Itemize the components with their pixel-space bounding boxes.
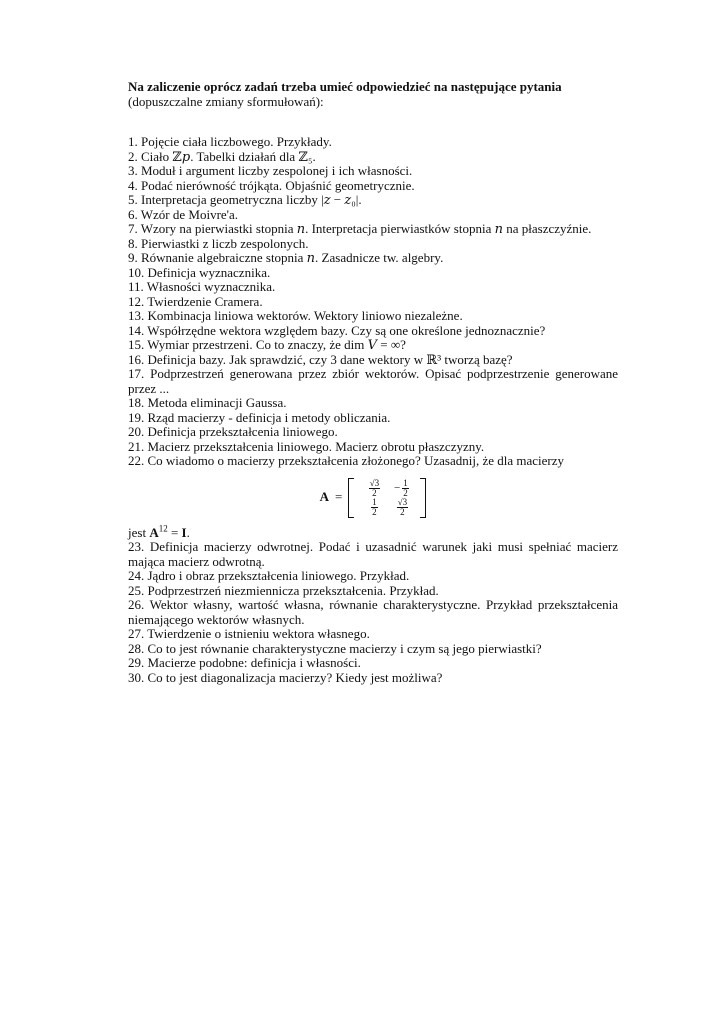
matrix-grid: [359, 479, 415, 517]
matrix-cell-a22: $\frac{√3}{2}$: [397, 496, 408, 517]
matrix-conclusion: jest $A^{12} = I$.: [128, 523, 190, 540]
question-list-part-2: [128, 540, 618, 685]
list-item: 16. Definicja bazy. Jak sprawdzić, czy 3 dane wektory w ℝ³ tworzą bazę?: [128, 351, 513, 367]
list-item: 1. Pojęcie ciała liczbowego. Przykłady.: [128, 134, 332, 149]
list-item: 21. Macierz przekształcenia liniowego. Macierz obrotu płaszczyzny.: [128, 438, 485, 454]
list-item: 24. Jądro i obraz przekształcenia liniowego. Przykład.: [128, 568, 410, 583]
list-item: 19. Rząd macierzy - definicja i metody obliczania.: [128, 409, 391, 425]
list-item: 25. Podprzestrzeń niezmiennicza przekształcenia. Przykład.: [128, 582, 439, 598]
left-bracket: [348, 478, 354, 518]
matrix-cell-a21: $\frac{1}{2}$: [372, 496, 377, 517]
list-item: 8. Pierwiastki z liczb zespolonych.: [128, 235, 309, 251]
list-item: 13. Kombinacja liniowa wektorów. Wektory liniowo niezależne.: [128, 308, 463, 323]
list-item: 15. Wymiar przestrzeni. Co to znaczy, że dim 𝑉 = ∞?: [128, 337, 406, 352]
list-item: 28. Co to jest równanie charakterystyczne macierzy i czym są jego pierwiastki?: [128, 640, 542, 656]
list-item: 18. Metoda eliminacji Gaussa.: [128, 395, 287, 410]
list-item: 10. Definicja wyznacznika.: [128, 264, 271, 280]
list-item: 6. Wzór de Moivre'a.: [128, 206, 239, 222]
list-item: 20. Definicja przekształcenia liniowego.: [128, 424, 338, 439]
list-item: 3. Moduł i argument liczby zespolonej i ich własności.: [128, 163, 413, 178]
list-item: 30. Co to jest diagonalizacja macierzy? Kiedy jest możliwa?: [128, 669, 443, 685]
list-item: 22. Co wiadomo o macierzy przekształcenia złożonego? Uzasadnij, że dla macierzy: [128, 453, 565, 468]
list-item: 12. Twierdzenie Cramera.: [128, 293, 263, 309]
matrix-equation: [128, 476, 618, 520]
matrix-cell-a11: $\frac{√3}{2}$: [369, 477, 380, 498]
list-item: 29. Macierze podobne: definicja i własności.: [128, 655, 361, 670]
right-bracket: [420, 478, 426, 518]
question-list-part-1: [128, 135, 618, 469]
page-title: Na zaliczenie oprócz zadań trzeba umieć odpowiedzieć na następujące pytania: [128, 79, 562, 94]
list-item: 7. Wzory na pierwiastki stopnia 𝑛. Interpretacja pierwiastków stopnia 𝑛 na płaszczyźnie.: [128, 221, 592, 236]
matrix-cell-a12: − $\frac{1}{2}$: [394, 477, 408, 498]
list-item: 26. Wektor własny, wartość własna, równanie charakterystyczne. Przykład przekształcenia niemającego wektorów własnych.: [128, 597, 618, 627]
matrix-name: A: [319, 489, 330, 505]
list-item: 5. Interpretacja geometryczna liczby |𝑧 − 𝑧₀|.: [128, 192, 362, 207]
list-item: 27. Twierdzenie o istnieniu wektora własnego.: [128, 626, 370, 641]
equals-sign: =: [335, 489, 343, 505]
list-item: 17. Podprzestrzeń generowana przez zbiór wektorów. Opisać podprzestrzenie generowane przez ...: [128, 366, 618, 396]
page-subtitle: (dopuszczalne zmiany sformułowań):: [128, 93, 324, 109]
list-item: 23. Definicja macierzy odwrotnej. Podać i uzasadnić warunek jaki musi spełniać macierz mająca macierz odwrotną.: [128, 539, 618, 569]
list-item: 9. Równanie algebraiczne stopnia 𝑛. Zasadnicze tw. algebry.: [128, 250, 444, 265]
list-item: 2. Ciało ℤ𝑝. Tabelki działań dla ℤ₅.: [128, 148, 316, 164]
list-item: 11. Własności wyznacznika.: [128, 279, 276, 294]
list-item: 14. Współrzędne wektora względem bazy. Czy są one określone jednoznacznie?: [128, 322, 546, 338]
document-page: [128, 80, 618, 685]
list-item: 4. Podać nierówność trójkąta. Objaśnić geometrycznie.: [128, 177, 415, 193]
